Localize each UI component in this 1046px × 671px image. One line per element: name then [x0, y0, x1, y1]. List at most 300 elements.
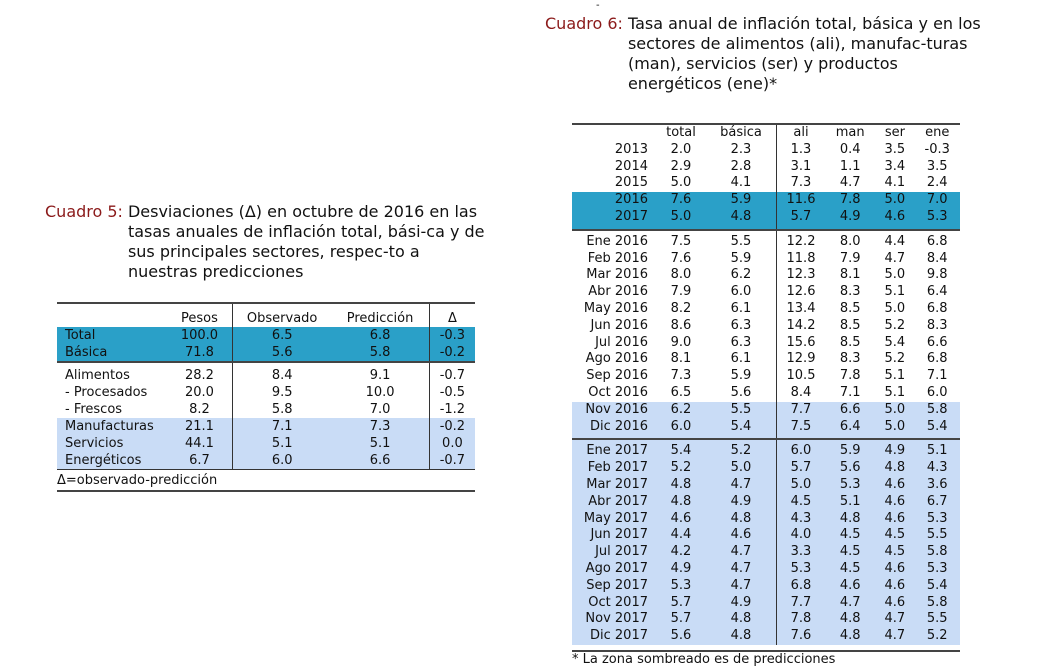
- table-cell: 4.5: [825, 544, 875, 561]
- row-period: Mar 2017: [572, 477, 656, 494]
- table-cell: 5.8: [914, 595, 960, 612]
- table-cell: 5.2: [914, 628, 960, 645]
- table-cell: 7.6: [656, 192, 706, 209]
- table-cell: 4.2: [656, 544, 706, 561]
- table-cell-pred: 5.8: [331, 344, 429, 362]
- table-row: [572, 159, 960, 176]
- table-row: [572, 175, 960, 192]
- row-period: Abr 2017: [572, 494, 656, 511]
- table-cell: 7.1: [926, 368, 948, 384]
- table-cell: 3.5: [926, 158, 948, 174]
- table-cell: 5.0: [656, 209, 706, 230]
- table-cell: 7.3: [777, 175, 826, 192]
- table-row: [57, 452, 475, 470]
- table-cell: 6.7: [914, 494, 960, 511]
- table-cell-obs: 5.8: [233, 401, 332, 418]
- table-cell: 5.0: [884, 267, 906, 283]
- table-cell: 3.3: [777, 544, 826, 561]
- table-cell: 5.4: [884, 334, 906, 350]
- table-cell: 6.0: [656, 419, 706, 440]
- row-period: 2014: [614, 158, 648, 174]
- table-cell: 4.8: [706, 611, 777, 628]
- table-cell: 4.3: [777, 511, 826, 528]
- table-row: [572, 192, 960, 209]
- table-cell: 4.6: [875, 209, 914, 230]
- column-header: Δ: [429, 303, 475, 327]
- table-cell: 12.6: [777, 284, 826, 301]
- table-cell-delta: -1.2: [429, 401, 475, 418]
- table-row: [572, 335, 960, 352]
- table-row: [57, 344, 475, 362]
- table-cell: 6.4: [926, 284, 948, 300]
- table-cell: 5.2: [656, 460, 706, 477]
- table-cell: 8.3: [839, 351, 861, 367]
- table-cell: 7.6: [777, 628, 826, 645]
- table-cell: 6.8: [926, 351, 948, 367]
- table-row: [572, 561, 960, 578]
- table-cell: 2.9: [670, 158, 692, 174]
- table-cell: 4.6: [875, 561, 914, 578]
- table-cell: 4.3: [914, 460, 960, 477]
- table-cell-obs: 6.0: [233, 452, 332, 470]
- table-cell-pred: 9.1: [331, 362, 429, 384]
- table-row: [572, 209, 960, 230]
- table-cell: 2.8: [730, 158, 752, 174]
- table-row: [572, 284, 960, 301]
- table-cell: 8.1: [839, 267, 861, 283]
- table-row: [572, 368, 960, 385]
- table-cell-pesos: 8.2: [189, 402, 210, 417]
- table-cell: 4.1: [884, 175, 906, 191]
- table-cell: 8.3: [926, 317, 948, 333]
- table-row: [572, 595, 960, 612]
- row-period: Jun 2016: [590, 317, 648, 333]
- table-row: [57, 418, 475, 435]
- table-cell-pesos: 20.0: [184, 385, 214, 400]
- table-cell: 8.4: [926, 250, 948, 266]
- table-row: [572, 578, 960, 595]
- table-cell: 5.5: [914, 527, 960, 544]
- table-cell: 4.7: [706, 561, 777, 578]
- table-cell: 7.7: [777, 402, 826, 419]
- table-cell-pred: 7.0: [369, 402, 391, 417]
- table-cell: 4.7: [884, 250, 906, 266]
- table-cell: 3.1: [777, 159, 826, 176]
- table-cell: 5.4: [914, 578, 960, 595]
- table-cell: 4.4: [656, 527, 706, 544]
- table-cell: 1.3: [777, 142, 826, 159]
- table-cell: 7.8: [839, 368, 861, 384]
- table-cell: 5.0: [670, 175, 692, 191]
- table-cell-delta: -0.2: [429, 418, 475, 435]
- table-cell: 5.7: [656, 611, 706, 628]
- table-cell: 6.6: [926, 334, 948, 350]
- table-cell: 5.2: [706, 439, 777, 460]
- table-cell: 5.1: [884, 384, 906, 400]
- table-cell-name: Básica: [57, 344, 167, 362]
- column-header: ali: [777, 124, 826, 142]
- table-cell: 12.2: [777, 230, 826, 251]
- table-row: [572, 477, 960, 494]
- table-cell: 4.5: [825, 561, 875, 578]
- table-cell: 1.1: [839, 158, 861, 174]
- table-cell: 4.8: [825, 628, 875, 645]
- table-cell-pesos: 28.2: [167, 362, 233, 384]
- table-row: [572, 402, 960, 419]
- table-cell-name: - Frescos: [65, 402, 123, 417]
- table-row: [57, 401, 475, 418]
- column-header: ser: [884, 125, 905, 140]
- table-cell-obs: 5.6: [233, 344, 332, 362]
- table-row: [572, 419, 960, 440]
- table-cell: 5.3: [914, 209, 960, 230]
- table-cell-name: - Procesados: [65, 385, 148, 400]
- table-cell: 10.5: [777, 368, 826, 385]
- column-header: total: [666, 125, 696, 140]
- table-cell: 4.8: [656, 494, 706, 511]
- table-row: [572, 527, 960, 544]
- table-cell: 5.6: [730, 384, 752, 400]
- table-cell: 5.6: [656, 628, 706, 645]
- table-cell: 5.0: [777, 477, 826, 494]
- table-row: [572, 251, 960, 268]
- row-period: Oct 2017: [572, 595, 656, 612]
- cuadro5-label: Cuadro 5:: [45, 202, 123, 221]
- row-period: Ago 2016: [585, 351, 648, 367]
- table-cell: 4.6: [875, 494, 914, 511]
- cuadro6-note: * La zona sombreado es de predicciones: [572, 650, 960, 667]
- table-cell: 5.4: [706, 419, 777, 440]
- table-row: [57, 435, 475, 452]
- table-cell: 5.6: [825, 460, 875, 477]
- table-cell: 5.9: [825, 439, 875, 460]
- row-period: May 2017: [572, 511, 656, 528]
- row-period: Feb 2017: [572, 460, 656, 477]
- table-cell-pesos: 71.8: [167, 344, 233, 362]
- table-cell: 6.4: [825, 419, 875, 440]
- table-cell: 12.3: [777, 267, 826, 284]
- table-cell: 5.3: [825, 477, 875, 494]
- table-cell: 3.4: [884, 158, 906, 174]
- table-cell: 13.4: [777, 301, 826, 318]
- table-cell-delta: -0.7: [429, 452, 475, 470]
- table-row: [572, 511, 960, 528]
- row-period: Dic 2016: [572, 419, 656, 440]
- table-cell: 8.2: [670, 300, 692, 316]
- cuadro5-caption: [45, 202, 490, 282]
- table-cell: 15.6: [777, 335, 826, 352]
- table-cell-pred: 10.0: [365, 385, 395, 400]
- row-period: Jul 2016: [595, 334, 648, 350]
- table-cell-obs: 6.5: [233, 327, 332, 344]
- table-cell: 6.0: [926, 384, 948, 400]
- table-cell: 5.3: [914, 511, 960, 528]
- table-cell: 5.1: [914, 439, 960, 460]
- table-cell: 5.4: [656, 439, 706, 460]
- table-cell: 6.1: [730, 351, 752, 367]
- table-cell: 4.8: [825, 511, 875, 528]
- table-row: [572, 301, 960, 318]
- table-cell: 6.0: [777, 439, 826, 460]
- table-cell: 9.0: [670, 334, 692, 350]
- table-cell: 4.8: [706, 511, 777, 528]
- table-cell-delta: -0.7: [429, 362, 475, 384]
- table-cell: 8.0: [670, 267, 692, 283]
- table-cell: 5.1: [825, 494, 875, 511]
- row-period: Feb 2016: [587, 250, 648, 266]
- column-header: Observado: [233, 303, 332, 327]
- table-cell: 5.7: [777, 460, 826, 477]
- table-cell: 7.0: [914, 192, 960, 209]
- cuadro5-title: Desviaciones (Δ) en octubre de 2016 en las tasas anuales de inflación total, bási-ca y de sus principales sectores, respec-to a nuestras predicciones: [127, 202, 485, 281]
- table-cell: 5.5: [706, 402, 777, 419]
- table-cell: 4.7: [875, 611, 914, 628]
- table-cell: 6.3: [730, 317, 752, 333]
- table-cell-name: Servicios: [57, 435, 167, 452]
- table-cell: 7.8: [777, 611, 826, 628]
- table-cell: 2.3: [730, 141, 752, 157]
- row-period: Ene 2017: [572, 439, 656, 460]
- table-row: [572, 460, 960, 477]
- table-cell-obs: 9.5: [233, 384, 332, 401]
- table-row: [572, 318, 960, 335]
- row-period: 2016: [572, 192, 656, 209]
- table-cell: 4.6: [656, 511, 706, 528]
- column-header: Predicción: [346, 311, 414, 326]
- cuadro6-caption: [545, 14, 990, 94]
- table-row: [57, 362, 475, 384]
- table-cell: 3.6: [914, 477, 960, 494]
- table-cell: 6.1: [730, 300, 752, 316]
- table-cell: 5.0: [875, 192, 914, 209]
- table-cell: 8.6: [670, 317, 692, 333]
- table-cell: 6.8: [914, 230, 960, 251]
- table-cell: 4.9: [825, 209, 875, 230]
- table-cell-pesos: 21.1: [167, 418, 233, 435]
- table-cell: 5.5: [914, 611, 960, 628]
- row-period: May 2016: [583, 300, 648, 316]
- table-cell: 4.9: [706, 494, 777, 511]
- table-cell: 4.6: [875, 511, 914, 528]
- table-row: [572, 351, 960, 368]
- table-cell-delta: -0.3: [429, 327, 475, 344]
- row-period: Nov 2017: [572, 611, 656, 628]
- row-period: Sep 2016: [586, 368, 648, 384]
- column-header: [57, 303, 167, 327]
- table-cell-pesos: 44.1: [167, 435, 233, 452]
- table-cell: 4.5: [875, 527, 914, 544]
- table-cell: 8.5: [839, 334, 861, 350]
- table-cell: 5.8: [914, 402, 960, 419]
- row-period: 2017: [572, 209, 656, 230]
- column-header: Pesos: [180, 311, 218, 326]
- table-cell: 5.0: [706, 460, 777, 477]
- table-cell: 11.8: [777, 251, 826, 268]
- table-cell: 7.7: [777, 595, 826, 612]
- table-cell: 5.2: [884, 351, 906, 367]
- table-row: [572, 628, 960, 645]
- table-cell: 11.6: [777, 192, 826, 209]
- table-cell: 4.8: [656, 477, 706, 494]
- table-cell: 5.5: [706, 230, 777, 251]
- table-header-row: [572, 124, 960, 142]
- row-period: Oct 2016: [588, 384, 648, 400]
- table-row: [572, 494, 960, 511]
- table-cell: 12.9: [777, 351, 826, 368]
- table-cell-name: Total: [57, 327, 167, 344]
- table-cell: 5.2: [884, 317, 906, 333]
- table-cell: 7.3: [670, 368, 692, 384]
- table-cell: 8.1: [670, 351, 692, 367]
- table-cell: 6.8: [777, 578, 826, 595]
- cuadro6-title: Tasa anual de inflación total, básica y en los sectores de alimentos (ali), manufac-turas (man), servicios (ser) y productos energéticos (ene)*: [627, 14, 981, 93]
- table-cell: 4.6: [825, 578, 875, 595]
- table-cell: 6.8: [926, 300, 948, 316]
- table-cell: 7.6: [670, 250, 692, 266]
- table-cell: 7.8: [825, 192, 875, 209]
- table-cell: 2.4: [926, 175, 948, 191]
- table-cell: 6.6: [825, 402, 875, 419]
- table-row: [572, 385, 960, 402]
- table-cell: 5.3: [914, 561, 960, 578]
- table-cell: 4.5: [825, 527, 875, 544]
- column-header: [572, 124, 656, 142]
- table-cell: 4.7: [706, 544, 777, 561]
- row-period: Abr 2016: [588, 284, 648, 300]
- table-row: [572, 142, 960, 159]
- table-cell: 4.8: [706, 209, 777, 230]
- table-row: [572, 439, 960, 460]
- row-period: Jul 2017: [572, 544, 656, 561]
- table-cell: 4.6: [875, 477, 914, 494]
- table-header-row: [57, 303, 475, 327]
- page-mark: -: [596, 0, 600, 11]
- table-cell: 7.9: [670, 284, 692, 300]
- table-cell: 7.5: [777, 419, 826, 440]
- column-header: man: [835, 125, 865, 140]
- table-cell-name: Manufacturas: [57, 418, 167, 435]
- table-cell: 5.0: [875, 402, 914, 419]
- table-cell: 8.4: [777, 385, 826, 402]
- cuadro6-label: Cuadro 6:: [545, 14, 623, 33]
- table-row: [572, 230, 960, 251]
- table-cell: 4.4: [875, 230, 914, 251]
- table-cell: 6.5: [670, 384, 692, 400]
- table-cell-name: Energéticos: [57, 452, 167, 470]
- table-row: [57, 384, 475, 401]
- table-cell: 7.5: [656, 230, 706, 251]
- table-cell: 7.9: [839, 250, 861, 266]
- table-cell-obs: 5.1: [233, 435, 332, 452]
- table-cell-delta: -0.5: [429, 384, 475, 401]
- table-cell: 4.6: [706, 527, 777, 544]
- row-period: Jun 2017: [572, 527, 656, 544]
- table-cell: 4.8: [706, 628, 777, 645]
- table-cell: 8.5: [839, 317, 861, 333]
- table-cell: 5.1: [884, 368, 906, 384]
- table-cell: -0.3: [924, 141, 950, 157]
- row-period: 2015: [614, 175, 648, 191]
- table-cell: 8.3: [839, 284, 861, 300]
- table-cell: 6.2: [656, 402, 706, 419]
- table-cell: 8.5: [839, 300, 861, 316]
- table-cell-obs: 7.1: [233, 418, 332, 435]
- table-row: [572, 611, 960, 628]
- table-cell-pred: 6.8: [331, 327, 429, 344]
- table-cell-pred: 5.1: [331, 435, 429, 452]
- table-cell: 4.7: [839, 175, 861, 191]
- table-cell: 4.0: [777, 527, 826, 544]
- table-cell: 0.4: [839, 141, 861, 157]
- table-cell: 6.2: [730, 267, 752, 283]
- table-cell: 4.5: [777, 494, 826, 511]
- table-cell-obs: 8.4: [233, 362, 332, 384]
- table-cell: 5.0: [875, 419, 914, 440]
- row-period: Sep 2017: [572, 578, 656, 595]
- table-cell: 9.8: [926, 267, 948, 283]
- table-cell: 5.9: [730, 250, 752, 266]
- table-cell: 5.0: [884, 300, 906, 316]
- table-cell: 4.6: [875, 578, 914, 595]
- cuadro6-table: [572, 123, 960, 645]
- column-header: ene: [925, 125, 950, 140]
- table-cell: 5.1: [884, 284, 906, 300]
- table-cell: 5.9: [706, 192, 777, 209]
- cuadro5-note: Δ=observado-predicción: [57, 473, 475, 492]
- table-row: [57, 327, 475, 344]
- table-cell-name: Alimentos: [57, 362, 167, 384]
- table-cell: 5.3: [656, 578, 706, 595]
- table-cell-pred: 6.6: [331, 452, 429, 470]
- row-period: Dic 2017: [572, 628, 656, 645]
- table-cell: 6.0: [730, 284, 752, 300]
- table-cell: 4.6: [875, 595, 914, 612]
- table-cell: 4.9: [656, 561, 706, 578]
- table-cell: 4.7: [706, 477, 777, 494]
- row-period: Nov 2016: [572, 402, 656, 419]
- table-cell: 4.8: [875, 460, 914, 477]
- table-cell: 5.4: [914, 419, 960, 440]
- table-cell-pesos: 6.7: [167, 452, 233, 470]
- table-cell: 4.7: [706, 578, 777, 595]
- table-cell: 4.7: [825, 595, 875, 612]
- table-cell: 14.2: [777, 318, 826, 335]
- table-cell: 4.7: [875, 628, 914, 645]
- table-cell: 5.8: [914, 544, 960, 561]
- table-cell-pred: 7.3: [331, 418, 429, 435]
- table-cell-delta: 0.0: [429, 435, 475, 452]
- table-cell: 2.0: [670, 141, 692, 157]
- row-period: Ene 2016: [572, 230, 656, 251]
- table-row: [572, 544, 960, 561]
- row-period: Ago 2017: [572, 561, 656, 578]
- table-cell: 5.9: [730, 368, 752, 384]
- row-period: 2013: [614, 141, 648, 157]
- table-cell: 6.3: [730, 334, 752, 350]
- table-cell-pesos: 100.0: [167, 327, 233, 344]
- table-cell: 4.5: [875, 544, 914, 561]
- cuadro5-table: [57, 302, 475, 470]
- table-cell: 8.0: [825, 230, 875, 251]
- table-cell: 4.9: [875, 439, 914, 460]
- table-cell-delta: -0.2: [429, 344, 475, 362]
- table-cell: 4.8: [825, 611, 875, 628]
- table-cell: 3.5: [884, 141, 906, 157]
- table-cell: 7.1: [839, 384, 861, 400]
- table-cell: 5.7: [656, 595, 706, 612]
- table-cell: 5.7: [777, 209, 826, 230]
- row-period: Mar 2016: [586, 267, 648, 283]
